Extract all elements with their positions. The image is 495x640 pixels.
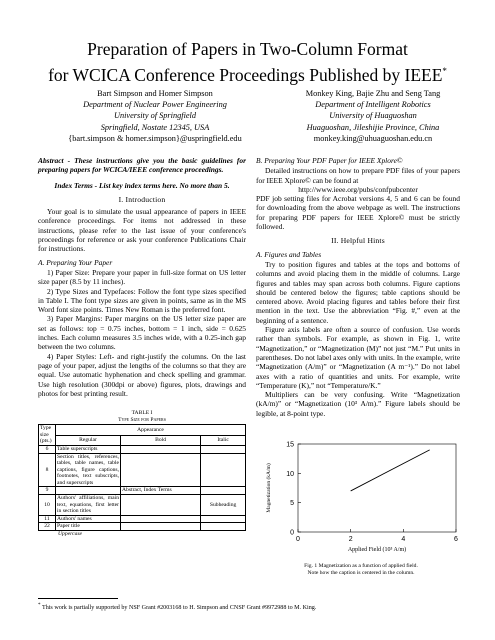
para-a1: 1) Paper Size: Prepare your paper in full-size format on US letter size paper (8.5 by 11 inches). (38, 267, 246, 287)
figure-caption-line2: Note how the caption is centered in the column. (307, 570, 415, 576)
y-tick-label: 5 (290, 500, 294, 508)
figure-caption (256, 563, 466, 577)
table-cell-size: 10 (39, 495, 56, 516)
table-cell-size: 6 (39, 445, 56, 453)
author-block-2 (258, 88, 488, 144)
table-col-bold: Bold (121, 435, 201, 445)
author-dept: Department of Intelligent Robotics (315, 100, 431, 110)
y-tick-label: 10 (286, 470, 294, 478)
author-email: {bart.simpson & homer.simpson}@uspringfield.edu (68, 133, 242, 143)
section-ii-title: II. Helpful Hints (331, 236, 385, 246)
table-cell-italic (201, 515, 246, 523)
footnote-text: This work is partially supported by NSF Grant #2003168 to H. Simpson and CNSF Grant #9972988 to M. King. (41, 605, 317, 612)
table-cell-bold (121, 515, 201, 523)
figure-1 (256, 436, 466, 576)
table-label: TABLE I (131, 410, 153, 417)
x-tick-label: 0 (296, 536, 300, 543)
right-column (256, 156, 460, 418)
table-note: Uppercase (58, 531, 83, 538)
footnote-mark: * (38, 602, 41, 608)
table-cell-size: 22 (39, 523, 56, 531)
author-block-1 (40, 88, 270, 144)
subsection-b-title: B. Preparing Your PDF Paper for IEEE Xplore© (256, 156, 403, 165)
table-col-regular: Regular (56, 435, 121, 445)
table-cell-italic (201, 453, 246, 487)
table-row (39, 515, 246, 523)
author-org: University of Huaguoshan (329, 111, 417, 121)
title-line-1: Preparation of Papers in Two-Column Format (87, 39, 408, 59)
subsection-iia-title: A. Figures and Tables (256, 249, 322, 259)
x-tick-label: 6 (454, 536, 458, 543)
table-cell-italic (201, 445, 246, 453)
index-terms: Index Terms - List key index terms here. No more than 5. (54, 180, 230, 190)
table-row (39, 523, 246, 531)
subsection-a-title: A. Preparing Your Paper (38, 257, 113, 267)
table-cell-bold (121, 495, 201, 516)
table-cell-regular: Authors' names (56, 515, 121, 523)
table-cell-regular: Paper title (56, 523, 121, 531)
table-cell-size: 11 (39, 515, 56, 523)
para-a3: 3) Paper Margins: Paper margins on the US letter size paper are set as follows: top = 0.75 inches, bottom = 1 inch, side = 0.625 inches. Each column measures 3.5 inches wide, with a 0.25-inch gap between the two columns. (38, 314, 246, 352)
table-head-size: Type size (pts.) (39, 425, 56, 446)
table-cell-italic: Subheading (201, 495, 246, 516)
ieee-url: http://www.ieee.org/pubs/confpubcenter (298, 184, 418, 194)
title-line-2 (0, 60, 495, 86)
table-col-italic: Italic (201, 435, 246, 445)
table-cell-size: 9 (39, 487, 56, 495)
left-column (38, 156, 246, 538)
title-footnote-mark: * (442, 66, 447, 76)
author-city: Huaguoshan, Jileshijie Province, China (306, 122, 440, 132)
table-row (39, 445, 246, 453)
table-cell-regular (56, 487, 121, 495)
plot-frame (298, 444, 456, 532)
table-cell-italic (201, 487, 246, 495)
author-dept: Department of Nuclear Power Engineering (83, 100, 227, 110)
y-tick-label: 0 (290, 529, 294, 537)
table-cell-bold: Abstract, Index Terms (121, 487, 201, 495)
table-row (39, 495, 246, 516)
y-tick-label: 15 (286, 441, 294, 449)
table-cell-regular: Table superscripts (56, 445, 121, 453)
table-caption: Type Size for Papers (118, 417, 166, 424)
para-iia3: Multipliers can be very confusing. Write “Magnetization (kA/m)” or “Magnetization (10³ A/m).” Figure labels should be legible, at 8-point type. (256, 390, 460, 418)
para-a4: 4) Paper Styles: Left- and right-justify the columns. On the last page of your paper, adjust the lengths of the columns so that they are equal. Use automatic hyphenation and check spelling and grammar. Use high resolution (300dpi or above) figures, plots, drawings and photos for best printing result. (38, 351, 246, 398)
footnote (38, 602, 458, 611)
x-tick-label: 4 (401, 536, 406, 543)
footnote-rule (38, 598, 118, 599)
table-cell-regular: Section titles, references, tables, table names, table captions, figure captions, footnotes, text subscripts, and superscripts (57, 453, 119, 486)
table-head-appearance: Appearance (56, 425, 246, 435)
intro-text: Your goal is to simulate the usual appearance of papers in IEEE conference proceedings. For items not addressed in these instructions, please refer to the last issue of your conference's proceedings for reference or ask your conference Publications Chair for instructions. (38, 207, 246, 254)
series-line (351, 450, 430, 491)
para-iia2: Figure axis labels are often a source of confusion. Use words rather than symbols. For example, as shown in Fig. 1, write “Magnetization,” or “Magnetization (M)” not just “M.” Put units in parentheses. Do not label axes only with units. In the example, write “Magnetization (A/m)” or “Magnetization (A m⁻¹).” Do not label axes with a ratio of quantities and units. For example, write “Temperature (K),” not “Temperature/K.” (256, 325, 460, 390)
title-line-2-text: for WCICA Conference Proceedings Published by IEEE (48, 64, 443, 85)
table-cell-bold (121, 523, 201, 531)
table-row (39, 453, 246, 487)
author-email: monkey.king@uhuaguoshan.edu.cn (313, 133, 433, 143)
table-cell-size: 8 (39, 453, 56, 487)
table-cell-bold (121, 445, 201, 453)
table-cell-regular: Authors' affiliations, main text, equations, first letter in section titles (57, 495, 119, 515)
magnetization-chart (256, 436, 466, 556)
table-row (39, 487, 246, 495)
figure-caption-line1: Fig. 1 Magnetization as a function of applied field. (304, 563, 418, 569)
table-cell-bold (121, 453, 201, 487)
author-names: Monkey King, Bajie Zhu and Seng Tang (305, 89, 441, 98)
section-intro-title: I. Introduction (118, 194, 166, 204)
abstract: Abstract - These instructions give you the basic guidelines for preparing papers for WCICA/IEEE conference proceedings. (38, 156, 246, 175)
para-iia1: Try to position figures and tables at the tops and bottoms of columns and avoid placing them in the middle of columns. Large figures and tables may span across both columns. Figure captions should be centered below the figures; table captions should be centered above. Avoid placing figures and tables before their first mention in the text. Use the abbreviation “Fig. #,” even at the beginning of a sentence. (256, 259, 460, 325)
type-size-table (38, 424, 246, 531)
x-axis-label: Applied Field (10³ A/m) (347, 547, 407, 553)
para-a2: 2) Type Sizes and Typefaces: Follow the font type sizes specified in Table I. The font type sizes are given in points, same as in the MS Word font size points. Times New Roman is the preferred font. (38, 286, 246, 315)
author-city: Springfield, Nostate 12345, USA (100, 122, 210, 132)
para-b: Detailed instructions on how to prepare PDF files of your papers for IEEE Xplore© can be found at (256, 166, 460, 185)
x-tick-label: 2 (348, 536, 353, 543)
author-org: University of Springfield (113, 111, 197, 121)
table-cell-italic (201, 523, 246, 531)
author-names: Bart Simpson and Homer Simpson (97, 89, 213, 98)
para-b2: PDF job setting files for Acrobat versions 4, 5 and 6 can be found for downloading from the above webpage as well. The instructions for preparing PDF papers for IEEE Xplore© must be strictly followed. (256, 194, 460, 232)
y-axis-label: Magnetization (kA/m) (266, 463, 272, 513)
paper-title (0, 38, 495, 86)
